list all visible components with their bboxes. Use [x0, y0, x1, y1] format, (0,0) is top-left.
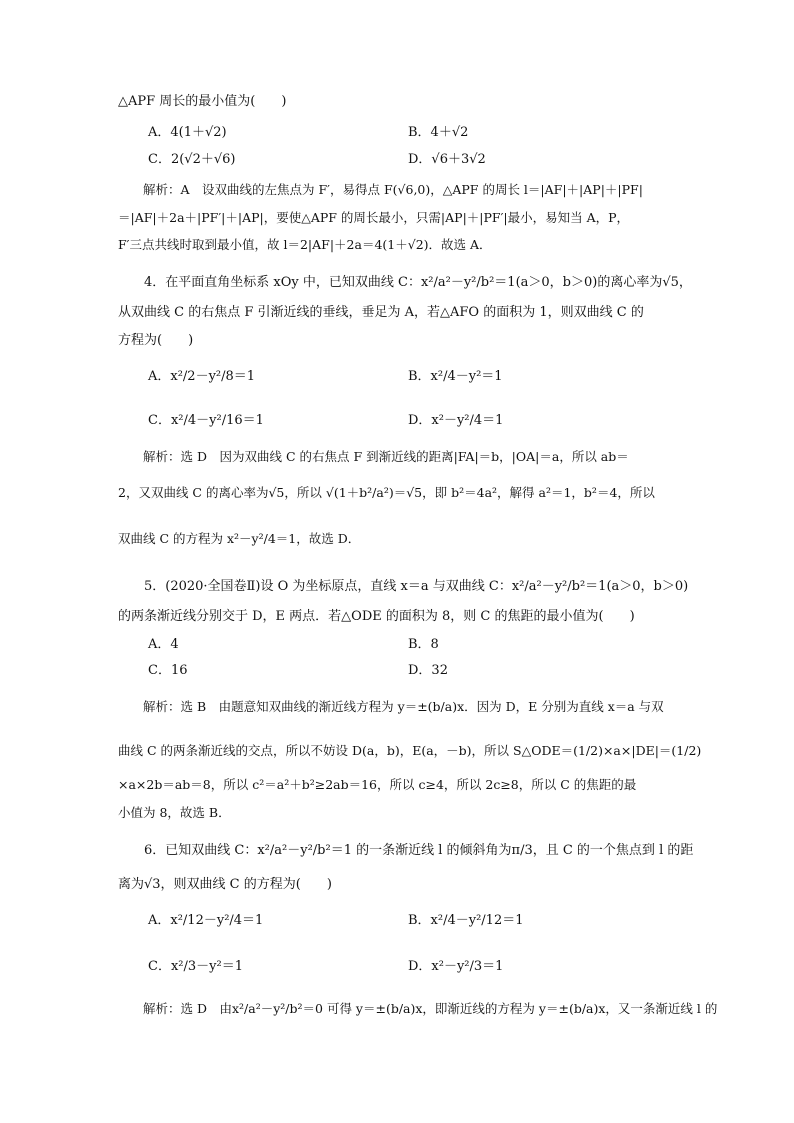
- answer-option: A．x²/12－y²/4＝1: [148, 913, 264, 928]
- question-line: 方程为( ): [118, 333, 194, 348]
- question-line: 从双曲线 C 的右焦点 F 引渐近线的垂线，垂足为 A，若△AFO 的面积为 1，则双曲线 C 的: [118, 305, 644, 320]
- solution-line: 曲线 C 的两条渐近线的交点，所以不妨设 D(a，b)，E(a，－b)，所以 S△ODE＝(1/2)×a×|DE|＝(1/2): [118, 743, 702, 758]
- solution-line: 解析：选 B 由题意知双曲线的渐近线方程为 y＝±(b/a)x．因为 D，E 分别为直线 x＝a 与双: [118, 699, 664, 714]
- answer-option: B．x²/4－y²＝1: [408, 369, 503, 384]
- solution-line: F′三点共线时取到最小值，故 l＝2|AF|＋2a＝4(1＋√2)．故选 A．: [118, 237, 492, 252]
- answer-option: B．4＋√2: [408, 125, 469, 140]
- answer-option: C．16: [148, 663, 188, 678]
- solution-line: ×a×2b＝ab＝8，所以 c²＝a²＋b²≥2ab＝16，所以 c≥4，所以 2c≥8，所以 C 的焦距的最: [118, 777, 637, 792]
- answer-option: C．2(√2＋√6): [148, 152, 236, 167]
- question-line: 离为√3，则双曲线 C 的方程为( ): [118, 877, 332, 892]
- answer-option: D．√6＋3√2: [408, 152, 486, 167]
- solution-line: 2，又双曲线 C 的离心率为√5，所以 √(1＋b²/a²)＝√5，即 b²＝4a²，解得 a²＝1，b²＝4，所以: [118, 485, 655, 500]
- answer-option: D．x²－y²/4＝1: [408, 413, 504, 428]
- solution-line: 解析：选 D 因为双曲线 C 的右焦点 F 到渐近线的距离|FA|＝b，|OA|＝a，所以 ab＝: [118, 449, 629, 464]
- answer-option: D．x²－y²/3＝1: [408, 959, 504, 974]
- answer-option: A．4: [148, 637, 179, 652]
- answer-option: A．4(1＋√2): [148, 125, 227, 140]
- solution-line: 解析：A 设双曲线的左焦点为 F′，易得点 F(√6,0)，△APF 的周长 l＝|AF|＋|AP|＋|PF|: [118, 182, 643, 197]
- question-line: 4．在平面直角坐标系 xOy 中，已知双曲线 C：x²/a²－y²/b²＝1(a＞0，b＞0)的离心率为√5，: [118, 275, 692, 290]
- answer-option: A．x²/2－y²/8＝1: [148, 369, 256, 384]
- question-line: 6．已知双曲线 C：x²/a²－y²/b²＝1 的一条渐近线 l 的倾斜角为π/3，且 C 的一个焦点到 l 的距: [118, 843, 694, 858]
- solution-line: 小值为 8，故选 B．: [118, 805, 231, 820]
- solution-line: ＝|AF|＋2a＋|PF′|＋|AP|，要使△APF 的周长最小，只需|AP|＋|PF′|最小，易知当 A，P，: [118, 210, 630, 225]
- answer-option: C．x²/4－y²/16＝1: [148, 413, 264, 428]
- solution-line: 双曲线 C 的方程为 x²－y²/4＝1，故选 D．: [118, 531, 361, 546]
- answer-option: C．x²/3－y²＝1: [148, 959, 243, 974]
- answer-option: B．x²/4－y²/12＝1: [408, 913, 524, 928]
- answer-option: B．8: [408, 637, 439, 652]
- solution-line: 解析：选 D 由x²/a²－y²/b²＝0 可得 y＝±(b/a)x，即渐近线的方程为 y＝±(b/a)x，又一条渐近线 l 的: [118, 1001, 718, 1016]
- question-line: △APF 周长的最小值为( ): [118, 94, 287, 109]
- question-line: 的两条渐近线分别交于 D，E 两点．若△ODE 的面积为 8，则 C 的焦距的最小值为( ): [118, 609, 635, 624]
- question-line: 5．(2020·全国卷Ⅱ)设 O 为坐标原点，直线 x＝a 与双曲线 C：x²/a²－y²/b²＝1(a＞0，b＞0): [118, 579, 689, 594]
- answer-option: D．32: [408, 663, 448, 678]
